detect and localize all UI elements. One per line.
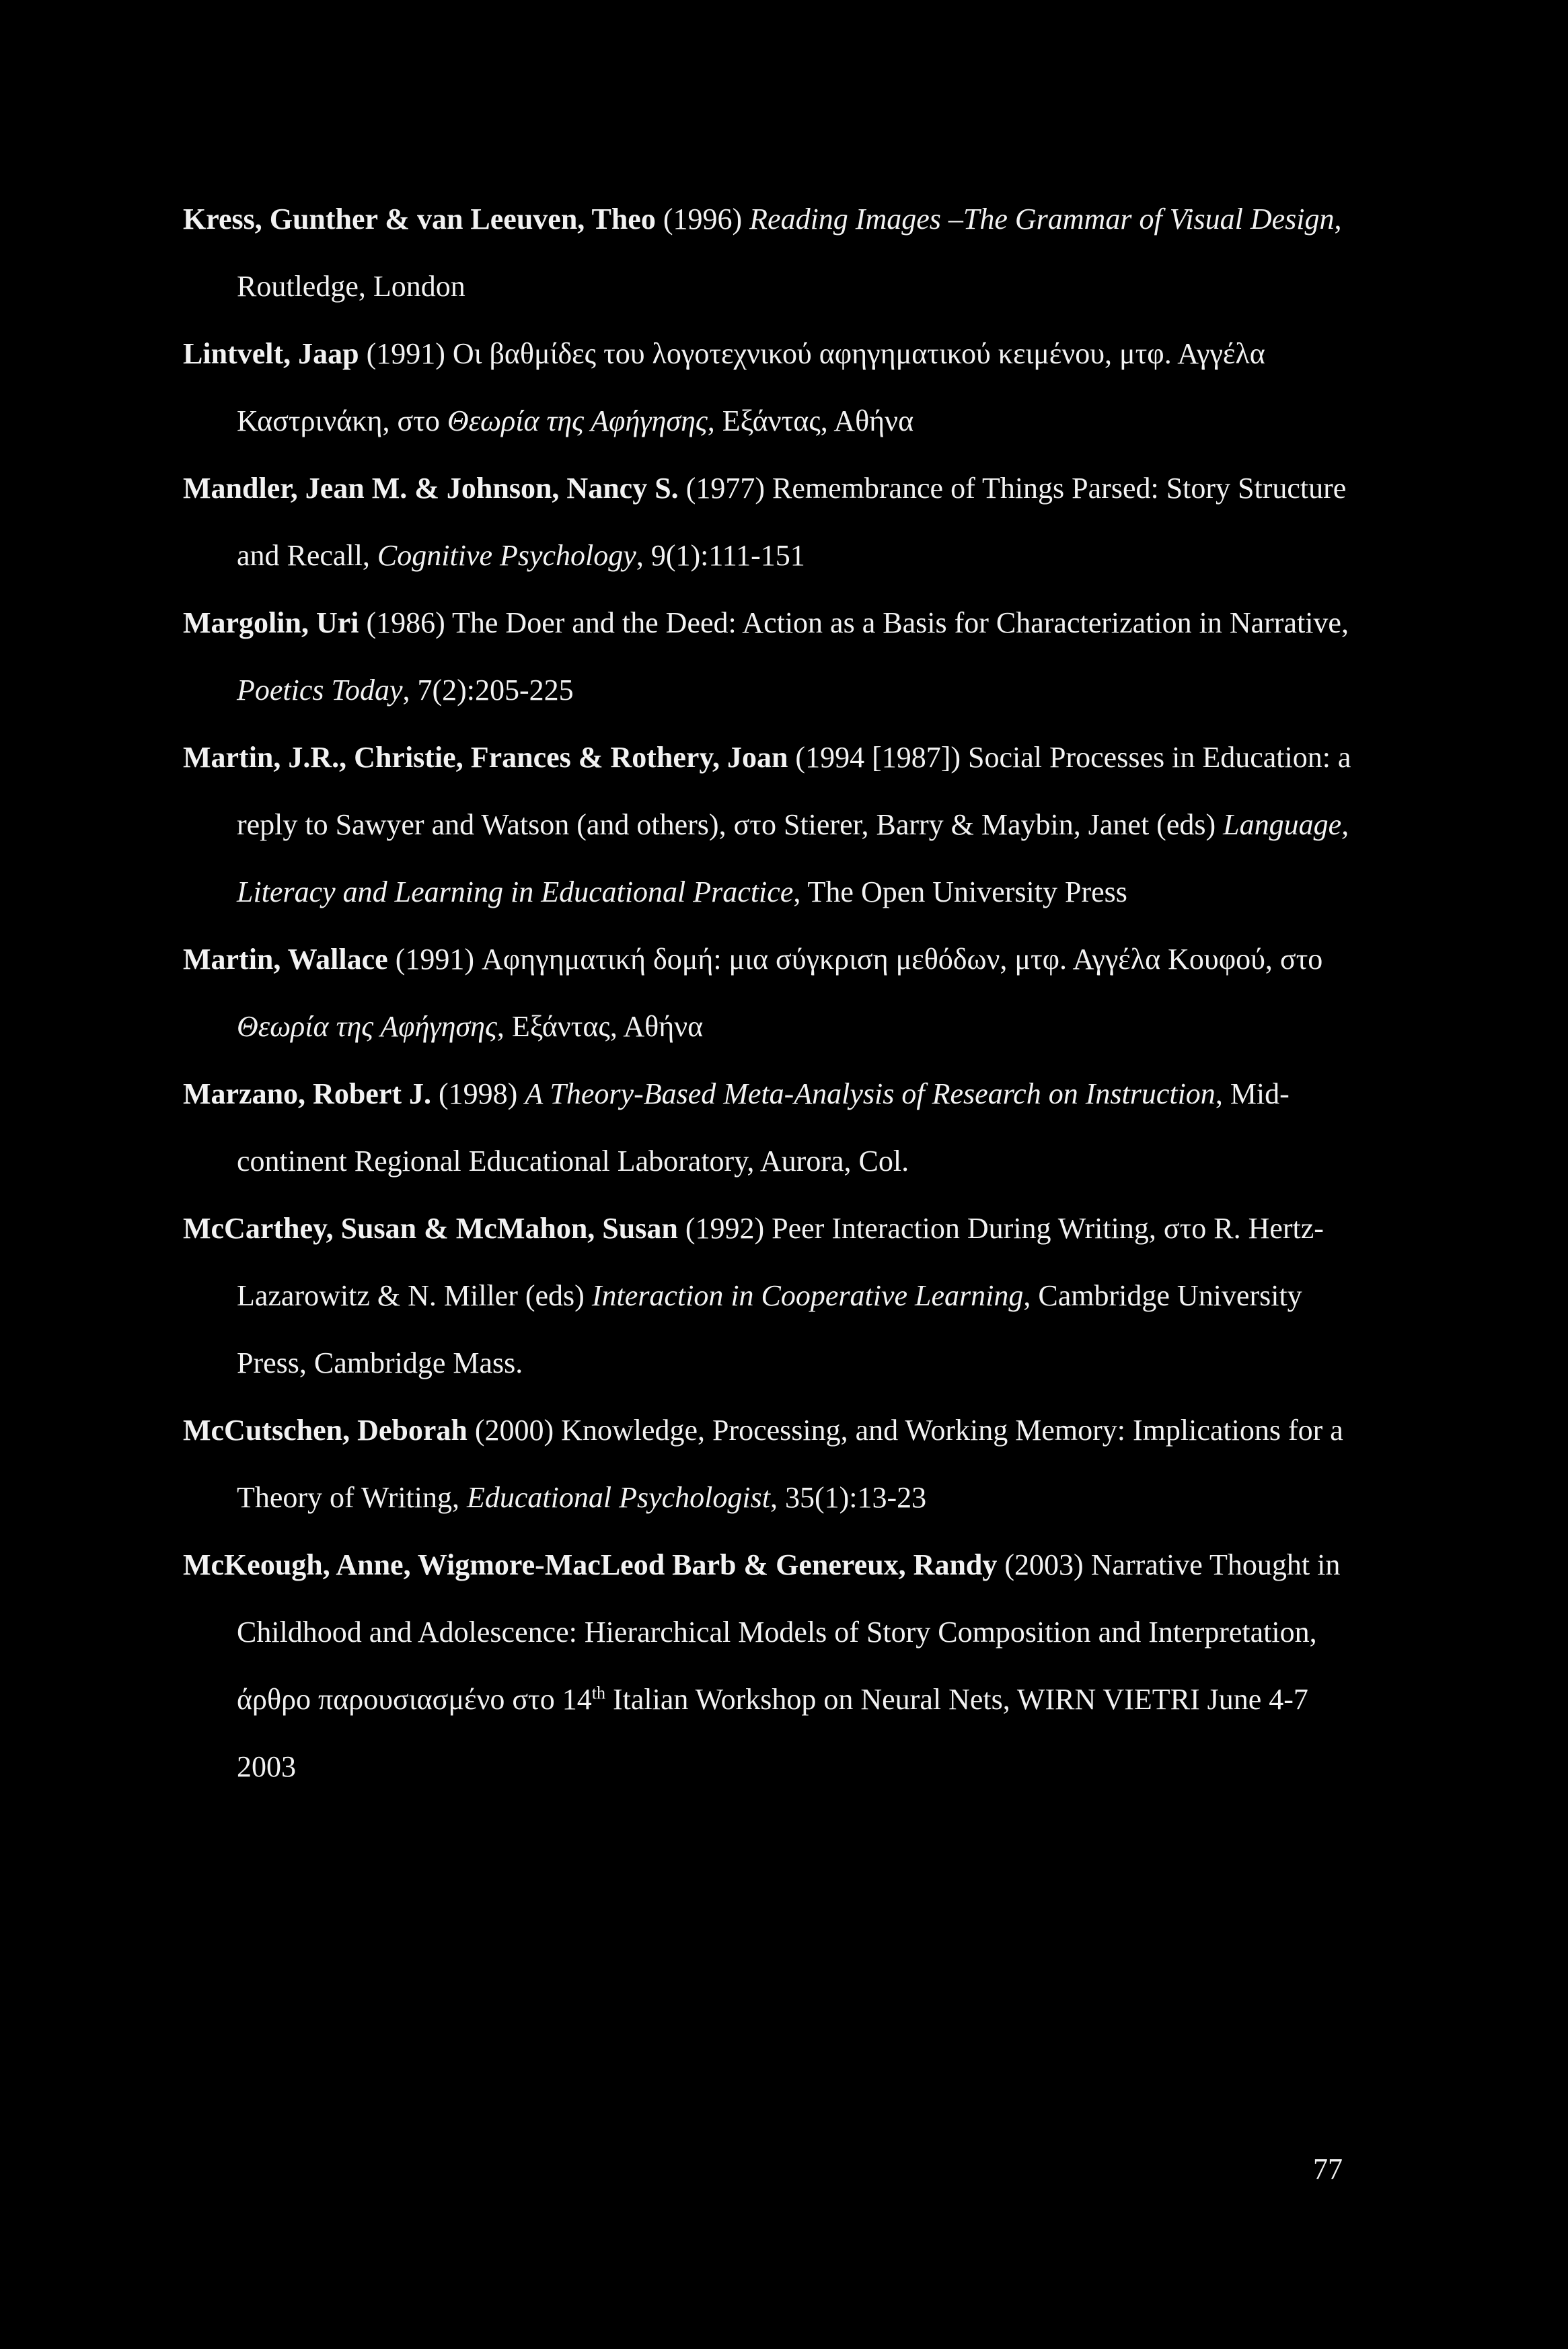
reference-title: Reading Images –The Grammar of Visual Design [749, 203, 1335, 236]
reference-title: Θεωρία της Αφήγησης [447, 404, 708, 437]
reference-text: (1986) The Doer and the Deed: Action as a Basis for Characterization in Narrative, [359, 606, 1349, 639]
reference-text: (1991) Αφηγηματική δομή: μια σύγκριση μεθόδων, μτφ. Αγγέλα Κουφού, στο [387, 943, 1323, 976]
reference-author: McKeough, Anne, Wigmore-MacLeod Barb & Genereux, Randy [183, 1548, 998, 1581]
reference-publisher: , The Open University Press [793, 875, 1127, 908]
ordinal-suffix: th [591, 1683, 605, 1703]
reference-author: Mandler, Jean M. & Johnson, Nancy S. [183, 472, 679, 505]
reference-publisher: , 9(1):111-151 [636, 539, 805, 572]
reference-entry-martin-jr [183, 724, 1367, 926]
reference-entry-margolin [183, 589, 1367, 724]
reference-title: Θεωρία της Αφήγησης [237, 1010, 497, 1043]
reference-publisher: , 7(2):205-225 [402, 674, 574, 707]
reference-text-continued: Italian Workshop on Neural Nets, WIRN VIETRI June 4-7 2003 [237, 1683, 1308, 1783]
reference-entry-mckeough [183, 1531, 1367, 1801]
reference-entry-mccarthey [183, 1195, 1367, 1397]
reference-author: McCarthey, Susan & McMahon, Susan [183, 1212, 678, 1245]
reference-title: Educational Psychologist [467, 1481, 770, 1514]
reference-publisher: , Mid-continent Regional Educational Laboratory, Aurora, Col. [237, 1077, 1290, 1178]
reference-title: Interaction in Cooperative Learning [591, 1279, 1024, 1312]
reference-publisher: , Routledge, London [237, 203, 1342, 303]
reference-publisher: , Εξάντας, Αθήνα [496, 1010, 704, 1043]
reference-publisher: , Cambridge University Press, Cambridge Mass. [237, 1279, 1302, 1379]
reference-publisher: , 35(1):13-23 [770, 1481, 927, 1514]
reference-entry-mccutschen [183, 1397, 1367, 1531]
reference-title: A Theory-Based Meta-Analysis of Research on Instruction [525, 1077, 1216, 1110]
reference-author: Lintvelt, Jaap [183, 337, 359, 370]
reference-title: Poetics Today [237, 674, 403, 707]
reference-text: (1996) [655, 203, 750, 236]
bibliography-page [183, 186, 1367, 1801]
reference-author: Martin, J.R., Christie, Frances & Rothery, Joan [183, 741, 788, 774]
reference-text: (1992) Peer Interaction During Writing, στο R. Hertz-Lazarowitz & N. Miller (eds) [237, 1212, 1324, 1312]
reference-entry-martin-wallace [183, 926, 1367, 1060]
reference-entry-lintvelt [183, 320, 1367, 455]
reference-author: Margolin, Uri [183, 606, 359, 639]
reference-title: Cognitive Psychology [377, 539, 636, 572]
page-number: 77 [1313, 2153, 1343, 2185]
reference-author: Marzano, Robert J. [183, 1077, 432, 1110]
reference-text: (2000) Knowledge, Processing, and Working Memory: Implications for a Theory of Writing, [237, 1414, 1343, 1514]
reference-text: (1994 [1987]) Social Processes in Education: a reply to Sawyer and Watson (and others), στο Stierer, Barry & Maybin, Janet (eds) [237, 741, 1351, 841]
reference-author: Martin, Wallace [183, 943, 388, 976]
reference-entry-marzano [183, 1060, 1367, 1195]
reference-text: (1977) Remembrance of Things Parsed: Story Structure and Recall, [237, 472, 1347, 572]
reference-entry-kress [183, 186, 1367, 320]
reference-author: Kress, Gunther & van Leeuven, Theo [183, 203, 656, 236]
reference-text: (1998) [431, 1077, 525, 1110]
reference-publisher: , Εξάντας, Αθήνα [707, 404, 914, 437]
reference-text: (2003) Narrative Thought in Childhood and Adolescence: Hierarchical Models of Story Composition and Interpretation, άρθρο παρουσιασμένο στο 14 [237, 1548, 1341, 1716]
reference-entry-mandler [183, 455, 1367, 589]
reference-text: (1991) Οι βαθμίδες του λογοτεχνικού αφηγηματικού κειμένου, μτφ. Αγγέλα Καστρινάκη, στο [237, 337, 1265, 437]
reference-author: McCutschen, Deborah [183, 1414, 468, 1447]
reference-title: Language, Literacy and Learning in Educational Practice [237, 808, 1349, 908]
